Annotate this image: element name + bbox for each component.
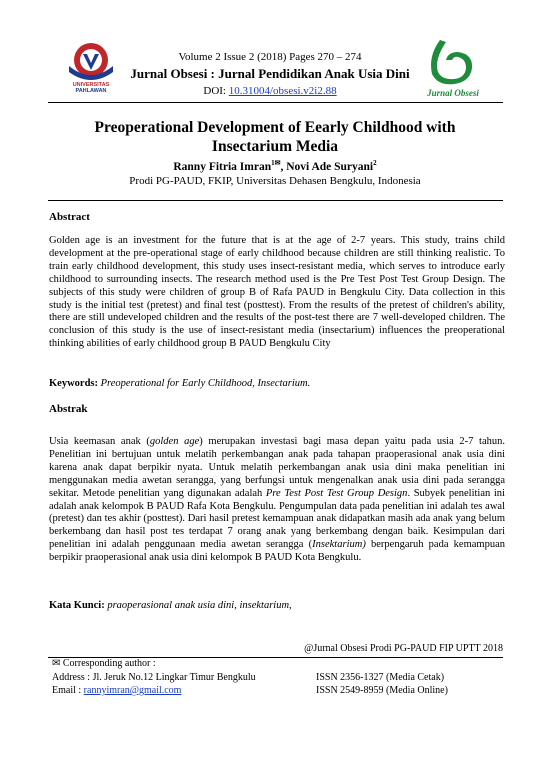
svg-text:UNIVERSITAS: UNIVERSITAS <box>72 82 110 88</box>
author-2: Novi Ade Suryani <box>286 160 374 173</box>
kata-kunci-label: Kata Kunci: <box>49 600 105 611</box>
email-link[interactable]: rannyimran@gmail.com <box>83 685 182 696</box>
header-divider <box>48 102 503 103</box>
abstract-heading: Abstract <box>49 211 90 223</box>
keywords <box>49 378 505 391</box>
copyright-line: @Jurnal Obsesi Prodi PG-PAUD FIP UPTT 2018 <box>304 643 503 654</box>
author-2-sup: 2 <box>373 159 377 167</box>
keywords-label: Keywords: <box>49 378 98 389</box>
title-line-1: Preoperational Development of Eearly Childhood with <box>94 119 456 136</box>
abstrak-italic-3: Insektarium) <box>312 539 366 551</box>
address-label: Address : <box>52 672 93 683</box>
journal-name: Jurnal Obsesi : Jurnal Pendidikan Anak Usia Dini <box>130 66 410 81</box>
address-line <box>52 672 256 683</box>
kata-kunci-text: praoperasional anak usia dini, insektarium, <box>104 600 292 611</box>
email-label: Email : <box>52 685 84 696</box>
abstrak-italic-1: golden age <box>149 436 200 447</box>
paper-title <box>40 118 510 156</box>
author-separator: , <box>280 160 287 173</box>
title-line-2: Insectarium Media <box>211 138 339 155</box>
doi-prefix: DOI: <box>203 85 229 97</box>
journal-obsesi-logo-icon <box>418 34 488 100</box>
author-1-sup: 1✉ <box>271 159 281 167</box>
abstrak-heading: Abstrak <box>49 403 88 415</box>
doi-line <box>120 85 420 97</box>
abstrak-part-1: Usia keemasan anak ( <box>49 436 150 447</box>
kata-kunci <box>49 600 505 613</box>
title-divider <box>48 200 503 201</box>
authors-line <box>40 159 510 173</box>
affiliation: Prodi PG-PAUD, FKIP, Universitas Dehasen Bengkulu, Indonesia <box>129 175 421 187</box>
author-1: Ranny Fitria Imran <box>173 160 272 173</box>
keywords-text: Preoperational for Early Childhood, Insectarium. <box>98 378 311 389</box>
abstrak-part-4: berpengaruh pada kemampuan berpikir praoperasional anak usia dini kelompok B PAUD Kota Bengkulu. <box>49 539 505 564</box>
corresponding-author <box>52 658 156 669</box>
svg-text:Jurnal Obsesi: Jurnal Obsesi <box>427 88 479 98</box>
issn-print: ISSN 2356-1327 (Media Cetak) <box>316 672 445 683</box>
doi-link[interactable]: 10.31004/obsesi.v2i2.88 <box>228 85 337 97</box>
abstrak-text <box>49 436 505 565</box>
email-line <box>52 685 181 696</box>
abstrak-part-3: . Subyek penelitian ini adalah anak kelompok B PAUD Rafa Kota Bengkulu. Pengumpulan data pada penelitian ini adalah tes awal (pretest) dan tes akhir (posttest). Dari hasil pretest kemampuan anak didapatkan masih ada anak yang belum berkembang dan hasil post tes terdapat 7 orang anak yang berkembang dengan baik. Kesimpulan dari penelitian ini adalah penggunaan media awetan serangga ( <box>49 487 505 551</box>
address-value: Jl. Jeruk No.12 Lingkar Timur Bengkulu <box>92 672 256 683</box>
university-seal-icon <box>63 40 119 94</box>
envelope-icon: ✉ <box>52 658 61 669</box>
corresponding-label: Corresponding author : <box>60 658 156 669</box>
abstrak-part-2: ) merupakan investasi bagi masa depan yaitu pada usia 2-7 tahun. Penelitian ini bertujuan untuk melatih perkembangan anak pada tahapan praoperasional anak usia dini karena anak dapat berpikir nyata. Untuk melatih perkembangan anak usia dini maka penelitian ini menggunakan media awetan serangga, yang berfungsi untuk mengenalkan anak usia dini pada serangga sekitar. Metode penelitian yang digunakan adalah <box>49 436 505 499</box>
abstract-text: Golden age is an investment for the future that is at the age of 2-7 years. This study, trains child development at the pre-operational stage of early childhood because children are still thinking realistic. To train early childhood development, this study uses insect-resistant media, which serves to introduce early childhood to surrounding insects. The research method used is the Pre Test Post Test Group Design. The subjects of this study were children of group B of Rafa PAUD in Bengkulu City. Data collection in this study is the initial test (pretest) and final test (posttest). From the results of the pretest of children's ability, there are still undeveloped children and the results of the post-test there are 7 well-developed children. The conclusion of this study is the use of insect-resistant media (insectarium) influences the preoperational thinking abilities of early childhood group B PAUD Bengkulu City <box>49 235 505 350</box>
issn-online: ISSN 2549-8959 (Media Online) <box>316 685 448 696</box>
abstrak-italic-2: Pre Test Post Test Group Design <box>265 487 408 499</box>
volume-info: Volume 2 Issue 2 (2018) Pages 270 – 274 <box>178 51 362 63</box>
svg-text:PAHLAWAN: PAHLAWAN <box>75 88 107 94</box>
